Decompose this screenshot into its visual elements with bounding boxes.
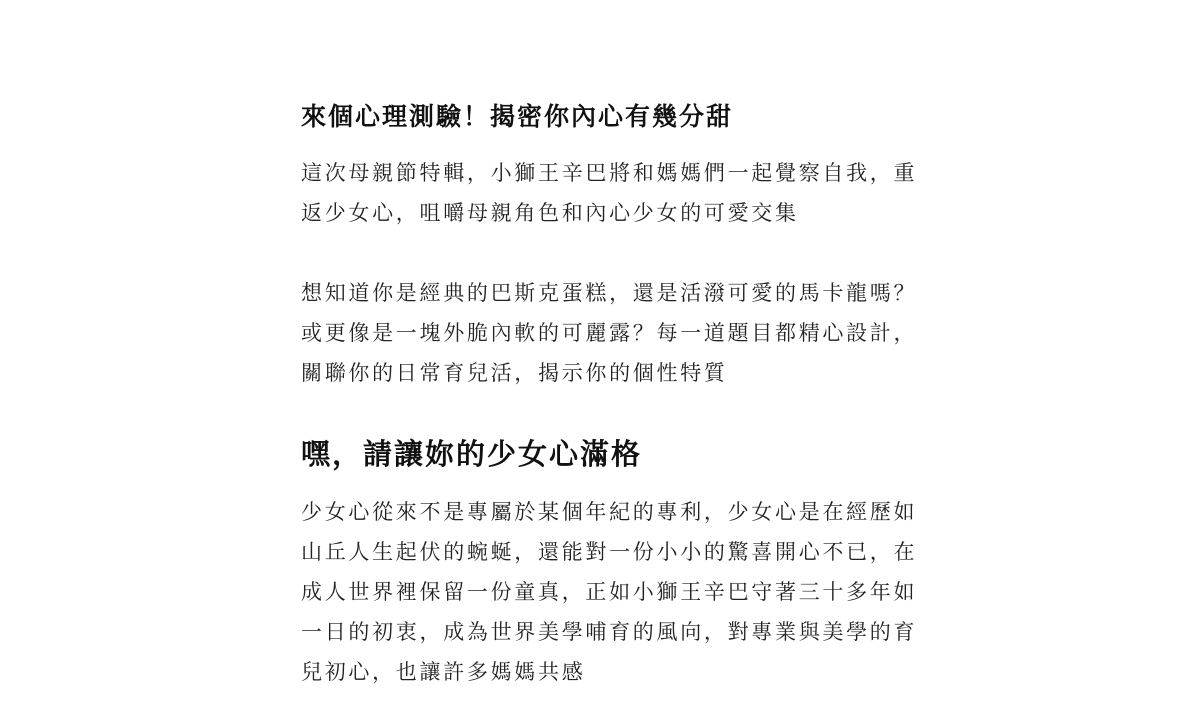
paragraph-line: 成人世界裡保留一份童真，正如小獅王辛巴守著三十多年如 <box>301 580 918 604</box>
spacer <box>301 233 901 273</box>
paragraph-line: 關聯你的日常育兒活，揭示你的個性特質 <box>301 361 728 385</box>
spacer <box>301 138 901 153</box>
quiz-intro-section <box>301 96 918 393</box>
spacer <box>301 393 901 431</box>
paragraph-mothers-day-intro <box>301 153 918 233</box>
spacer <box>301 477 901 492</box>
paragraph-line: 山丘人生起伏的蜿蜒，還能對一份小小的驚喜開心不已，在 <box>301 540 918 564</box>
paragraph-dessert-question <box>301 273 918 393</box>
article <box>301 96 918 692</box>
section-title-quiz: 來個心理測驗！揭密你內心有幾分甜 <box>301 102 734 131</box>
paragraph-line: 想知道你是經典的巴斯克蛋糕，還是活潑可愛的馬卡龍嗎？ <box>301 281 918 305</box>
paragraph-girlish-heart <box>301 492 918 692</box>
paragraph-line: 一日的初衷，成為世界美學哺育的風向，對專業與美學的育 <box>301 620 918 644</box>
paragraph-line: 或更像是一塊外脆內軟的可麗露？每一道題目都精心設計， <box>301 321 918 345</box>
paragraph-line: 兒初心，也讓許多媽媽共感 <box>301 660 586 684</box>
paragraph-line: 這次母親節特輯，小獅王辛巴將和媽媽們一起覺察自我，重 <box>301 161 918 185</box>
section-title-girlish-heart: 嘿，請讓妳的少女心滿格 <box>301 437 643 471</box>
paragraph-line: 少女心從來不是專屬於某個年紀的專利，少女心是在經歷如 <box>301 500 918 524</box>
paragraph-line: 返少女心，咀嚼母親角色和內心少女的可愛交集 <box>301 201 799 225</box>
girlish-heart-section <box>301 431 918 692</box>
